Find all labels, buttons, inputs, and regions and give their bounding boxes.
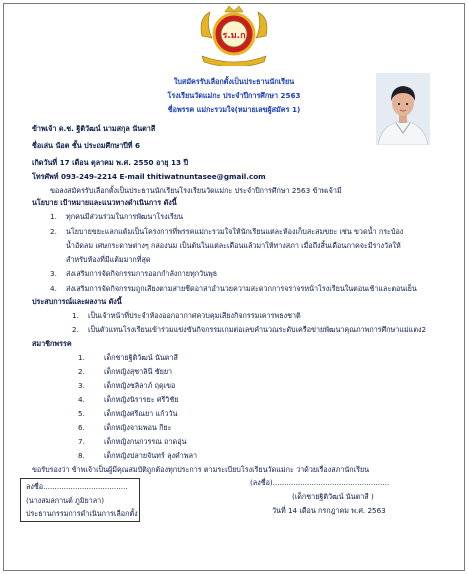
- approval-signature-line: ลงชื่อ.....................................: [26, 482, 128, 491]
- experience-heading: ประสบการณ์และผลงาน ดังนี้: [32, 297, 122, 306]
- policy-item-text: น้ำอัดลม เศษกระดาษต่างๆ กล่องนม เป็นต้นในแต่ละเดือนแล้วมาให้ทางสภา เมื่อถึงสิ้นเดือนภาคจะมีรางวัลให้: [66, 241, 401, 250]
- certification-statement: ขอรับรองว่า ข้าพเจ้าเป็นผู้มีคุณสมบัติถูกต้องทุกประการ ตามระเบียบโรงเรียนวัดแม่กะ ว่าด้วยเรื่องสภานักเรียน: [32, 465, 370, 474]
- party-name-title: ชื่อพรรค แม่กะรวมใจ(หมายเลขผู้สมัคร 1): [167, 105, 301, 114]
- policy-number: 1.: [50, 212, 57, 221]
- signature-line: (ลงชื่อ)...................................................: [250, 478, 390, 487]
- applicant-contact: โทรศัพท์ 093-249-2214 E-mail thitiwatnuntasee@gmail.com: [32, 172, 266, 181]
- policy-number: 4.: [50, 284, 57, 293]
- member-name: เด็กหญิงกนกวรรณ ถาดอุ่น: [104, 437, 187, 446]
- member-name: เด็กหญิงจามพอน กียะ: [104, 423, 172, 432]
- experience-number: 1.: [72, 311, 79, 320]
- applicant-name: ข้าพเจ้า ด.ช. ฐิติวัฒน์ นามสกุล นันตาสี: [32, 124, 156, 133]
- approval-signer-name: (นางสมลกานต์ ภูมิยาลา): [26, 496, 105, 505]
- member-number: 6.: [78, 423, 85, 432]
- member-name: เด็กชายฐิติวัฒน์ นันตาสี: [104, 353, 178, 362]
- policy-item-text: ส่งเสริมการจัดกิจกรรมถูกเสียงตามสายชีดอาสาอำนวยความสะดวกการจราจรหน้าโรงเรียนในตอนเช้าและตอนเย็น: [66, 284, 417, 293]
- applicant-photo: [376, 73, 430, 145]
- policy-item-text: นโยบายขยะแลกแต้มเป็นโครงการที่พรรคแม่กะรวมใจให้นักเรียนแต่ละห้องเก็บสะสมขยะ เช่น ขวดน้ำ กระป๋อง: [66, 227, 404, 236]
- policy-item-text: สำหรับห้องที่มีแต้มมากที่สุด: [66, 255, 151, 264]
- policy-item-text: ทุกคนมีส่วนร่วมในการพัฒนาโรงเรียน: [66, 212, 184, 221]
- experience-item-text: เป็นตัวแทนโรงเรียนเข้าร่วมแข่งขันกิจกรรมเกมต่อเลขคำนวณระดับเครือข่ายพัฒนาคุณภาพการศึกษาแม่แตง2: [88, 325, 427, 334]
- member-number: 1.: [78, 353, 85, 362]
- experience-number: 2.: [72, 325, 79, 334]
- school-logo: [196, 6, 272, 66]
- member-number: 3.: [78, 381, 85, 390]
- policy-number: 2.: [50, 227, 57, 236]
- member-number: 2.: [78, 367, 85, 376]
- policy-item-text: ส่งเสริมการจัดกิจกรรมการออกกำลังกายทุกวันพุธ: [66, 269, 218, 278]
- experience-item-text: เป็นเจ้าหน้าที่ประจำห้องออกอากาศควบคุมเสียงกิจกรรมเคารพธงชาติ: [88, 311, 301, 320]
- logo-text: ร.ม.ก: [222, 31, 246, 41]
- member-name: เด็กหญิงสุชาลินี ชัยยา: [104, 367, 173, 376]
- signature-date: วันที่ 14 เดือน กรกฎาคม พ.ศ. 2563: [272, 506, 386, 515]
- policy-number: 3.: [50, 269, 57, 278]
- member-name: เด็กหญิงศรีณยา แก้ววัน: [104, 409, 178, 418]
- signer-name: (เด็กชายฐิติวัฒน์ นันตาสี ): [292, 492, 374, 501]
- school-year-title: โรงเรียนวัดแม่กะ ประจำปีการศึกษา 2563: [167, 91, 301, 100]
- members-heading: สมาชิกพรรค: [32, 339, 72, 348]
- member-name: เด็กหญิงนิรารยะ ศรีวิชัย: [104, 395, 179, 404]
- applicant-nickname-grade: ชื่อเล่น น้อต ชั้น ประถมศึกษาปีที่ 6: [32, 141, 141, 150]
- member-name: เด็กหญิงชลิลาภ์ ฤดุเขอ: [104, 381, 176, 390]
- member-name: เด็กหญิงปลายจันทร์ ลุงคำพลา: [104, 451, 198, 460]
- intro-statement: ขอลงสมัครรับเลือกตั้งเป็นประธานนักเรียนโรงเรียนวัดแม่กะ ประจำปีการศึกษา 2563 ข้าพเจ้ามี: [50, 186, 342, 195]
- member-number: 8.: [78, 451, 85, 460]
- policy-heading: นโยบาย เป้าหมายและแนวทางดำเนินการ ดังนี้: [32, 198, 177, 207]
- form-title: ใบสมัครรับเลือกตั้งเป็นประธานนักเรียน: [173, 77, 295, 86]
- applicant-birth: เกิดวันที่ 17 เดือน ตุลาคม พ.ศ. 2550 อายุ 13 ปี: [32, 158, 189, 167]
- member-number: 7.: [78, 437, 85, 446]
- member-number: 4.: [78, 395, 85, 404]
- approval-signer-title: ประธานกรรมการดำเนินการเลือกตั้ง: [26, 509, 138, 518]
- member-number: 5.: [78, 409, 85, 418]
- approval-box: [20, 478, 140, 522]
